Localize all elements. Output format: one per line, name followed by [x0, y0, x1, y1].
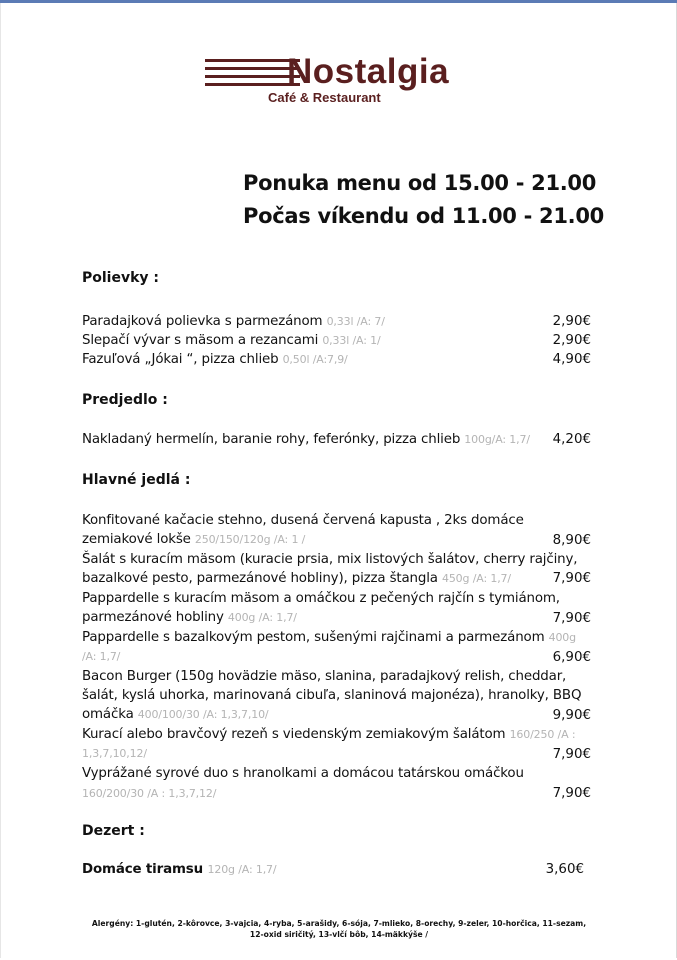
- logo-stripe: [205, 67, 300, 70]
- item-name: bazalkové pesto, parmezánové hobliny), pizza štangla: [82, 571, 438, 586]
- section-heading-soups: Polievky :: [82, 270, 160, 286]
- item-note: 1,3,7,10,12/: [82, 747, 147, 760]
- menu-item-line: [82, 727, 575, 742]
- menu-item-line: [82, 649, 120, 664]
- item-note: /A: 1,7/: [82, 650, 121, 663]
- item-note: 160/200/30 /A : 1,3,7,12/: [82, 787, 217, 800]
- section-heading-mains: Hlavné jedlá :: [82, 472, 191, 488]
- item-note: 450g /A: 1,7/: [441, 572, 511, 585]
- item-price: 7,90€: [552, 571, 591, 586]
- hours-weekend: Počas víkendu od 11.00 - 21.00: [243, 204, 604, 228]
- logo-name: Nostalgia: [287, 52, 450, 91]
- item-price: 4,20€: [552, 432, 591, 447]
- item-note: 400/100/30 /A: 1,3,7,10/: [137, 708, 269, 721]
- item-note: 0,33l /A: 1/: [322, 334, 381, 347]
- menu-item-line: [82, 630, 576, 645]
- menu-item-line: [82, 746, 147, 761]
- item-note: 400g: [548, 631, 576, 644]
- item-price: 6,90€: [552, 650, 591, 665]
- menu-item-line: šalát, kyslá uhorka, marinovaná cibuľa, slaninová majonéza), hranolky, BBQ: [82, 688, 582, 703]
- item-note: 0,50l /A:7,9/: [282, 353, 348, 366]
- menu-item-line: Pappardelle s kuracím mäsom a omáčkou z pečených rajčín s tymiánom,: [82, 591, 560, 606]
- menu-item-line: [82, 571, 511, 586]
- item-price: 3,60€: [545, 862, 584, 877]
- logo-stripe: [205, 83, 300, 86]
- item-note: 250/150/120g /A: 1 /: [194, 533, 306, 546]
- menu-item: [82, 314, 385, 329]
- item-note: 0,33l /A: 7/: [326, 315, 385, 328]
- menu-item-line: [82, 610, 297, 625]
- item-price: 9,90€: [552, 708, 591, 723]
- menu-item-line: [82, 532, 305, 547]
- item-name: Pappardelle s bazalkovým pestom, sušenými rajčinami a parmezánom: [82, 630, 545, 645]
- item-price: 7,90€: [552, 611, 591, 626]
- item-note: 400g /A: 1,7/: [227, 611, 297, 624]
- item-price: 7,90€: [552, 786, 591, 801]
- menu-item-line: [82, 707, 268, 722]
- item-name: Kurací alebo bravčový rezeň s viedenským zemiakovým šalátom: [82, 727, 506, 742]
- item-name: Domáce tiramsu: [82, 862, 203, 877]
- item-price: 2,90€: [552, 333, 591, 348]
- menu-item-line: Vyprážané syrové duo s hranolkami a domácou tatárskou omáčkou: [82, 766, 524, 781]
- menu-item-line: Šalát s kuracím mäsom (kuracie prsia, mix listových šalátov, cherry rajčiny,: [82, 552, 578, 567]
- item-name: Fazuľová „Jókai “, pizza chlieb: [82, 352, 279, 367]
- section-heading-dessert: Dezert :: [82, 823, 145, 839]
- item-note: 120g /A: 1,7/: [207, 863, 277, 876]
- item-name: Nakladaný hermelín, baranie rohy, feferónky, pizza chlieb: [82, 432, 461, 447]
- menu-item: [82, 862, 276, 877]
- allergen-legend: Alergény: 1-glutén, 2-kôrovce, 3-vajcia, 4-ryba, 5-arašidy, 6-sója, 7-mlieko, 8-orechy, 9-zeler, 10-horčica, 11-sezam, 12-oxid siričitý, 13-vlčí bôb, 14-mäkkýše /: [91, 919, 587, 939]
- logo-subtitle: Café & Restaurant: [268, 90, 381, 105]
- item-price: 2,90€: [552, 314, 591, 329]
- item-name: Slepačí vývar s mäsom a rezancami: [82, 333, 319, 348]
- item-price: 8,90€: [552, 533, 591, 548]
- menu-item: [82, 432, 530, 447]
- restaurant-logo: [205, 52, 480, 107]
- menu-item-line: Konfitované kačacie stehno, dusená červená kapusta , 2ks domáce: [82, 513, 524, 528]
- menu-item: [82, 352, 348, 367]
- hours-weekday: Ponuka menu od 15.00 - 21.00: [243, 171, 597, 195]
- menu-item: [82, 333, 381, 348]
- item-note: 100g/A: 1,7/: [464, 433, 530, 446]
- item-name: zemiakové lokše: [82, 532, 191, 547]
- logo-stripe: [205, 59, 300, 62]
- section-heading-starter: Predjedlo :: [82, 392, 168, 408]
- item-price: 4,90€: [552, 352, 591, 367]
- logo-stripe: [205, 75, 300, 78]
- menu-item-line: [82, 786, 216, 801]
- item-note: 160/250 /A :: [509, 728, 576, 741]
- menu-item-line: Bacon Burger (150g hovädzie mäso, slanina, paradajkový relish, cheddar,: [82, 669, 567, 684]
- item-name: omáčka: [82, 707, 134, 722]
- item-name: Paradajková polievka s parmezánom: [82, 314, 323, 329]
- item-name: parmezánové hobliny: [82, 610, 224, 625]
- item-price: 7,90€: [552, 747, 591, 762]
